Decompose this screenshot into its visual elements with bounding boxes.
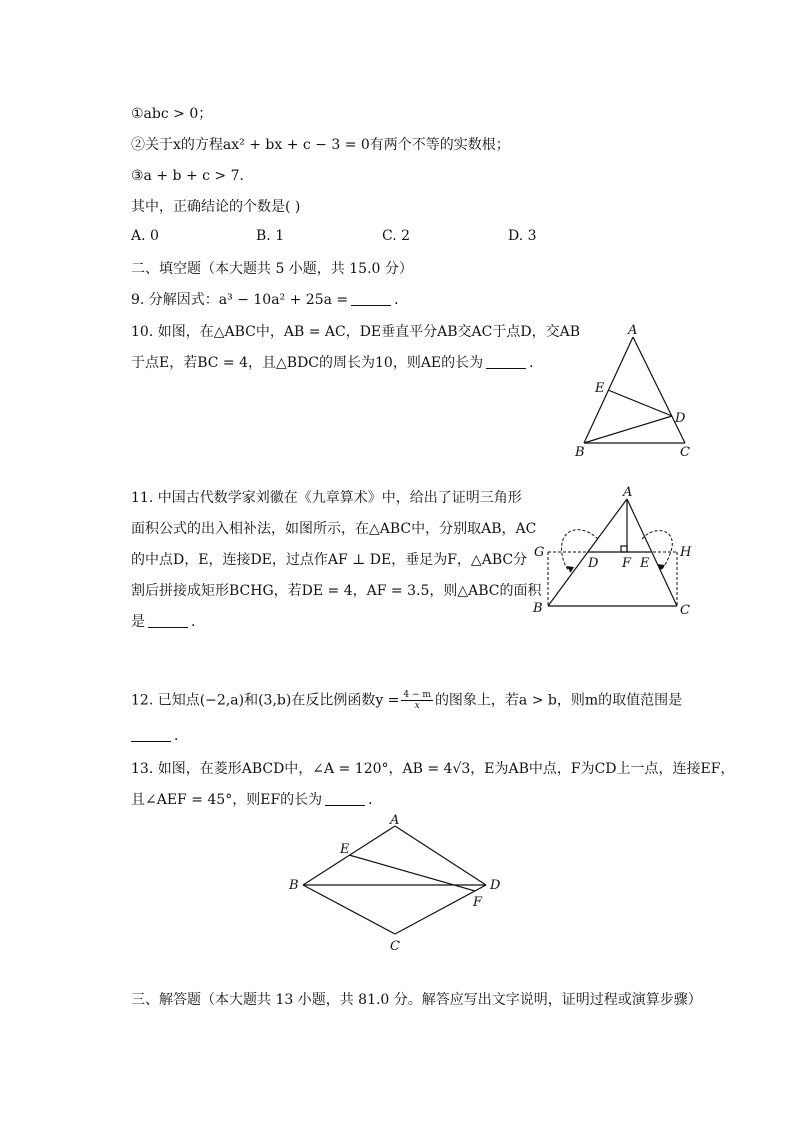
label-a: A [390,813,400,828]
side-bc [303,885,395,934]
label-b: B [533,601,543,616]
question-11-line-5: 是 ． [131,614,205,630]
label-h: H [680,545,692,560]
answer-blank [131,727,171,742]
rhombus-abcd-figure [285,810,515,955]
answer-blank [148,613,188,628]
answer-blank [486,354,526,369]
question-13-line-2: 且∠AEF = 45°，则EF的长为 ． [131,792,383,808]
question-11-line-1: 11. 中国古代数学家刘徽在《九章算术》中，给出了证明三角形 [131,490,522,506]
option-b: B. 1 [256,228,285,244]
question-10-line-2: 于点E，若BC = 4，且△BDC的周长为10，则AE的长为 ． [131,355,544,371]
option-c: C. 2 [382,228,411,244]
question-11-line-4: 割后拼接成矩形BCHG，若DE = 4，AF = 3.5，则△ABC的面积 [131,583,542,599]
question-11-line-2: 面积公式的出入相补法，如图所示，在△ABC中，分别取AB，AC [131,521,537,537]
section-2-heading: 二、填空题（本大题共 5 小题，共 15.0 分） [131,261,413,277]
question-12-line-2: ． [131,726,188,746]
triangle-abc-figure [570,320,710,465]
side-ac [633,337,685,443]
rectangle-bchg-figure [530,484,700,619]
question-10-line-1: 10. 如图，在△ABC中，AB = AC，DE垂直平分AB交AC于点D，交AB [131,324,580,340]
label-f: F [473,895,483,910]
fraction: $\frac{4 - m}{x}$ [403,690,431,711]
label-e: E [595,381,605,396]
label-b: B [575,445,585,460]
conclusion-2: ②关于x的方程ax² + bx + c − 3 = 0有两个不等的实数根； [131,137,510,153]
conclusion-1: ①abc > 0； [131,106,213,122]
option-d: D. 3 [508,228,537,244]
question-13-line-1: 13. 如图，在菱形ABCD中，∠A = 120°，AB = 4√3，E为AB中点，F为CD上一点，连接EF， [131,761,735,777]
section-3-heading: 三、解答题（本大题共 13 小题，共 81.0 分。解答应写出文字说明，证明过程或演算步骤） [131,992,702,1008]
label-f: F [622,556,632,571]
segment-bd [584,416,672,443]
answer-blank [351,291,391,306]
option-a: A. 0 [131,228,159,244]
label-e: E [640,556,650,571]
side-ad [395,826,486,885]
label-d: D [675,411,686,426]
label-d: D [490,878,501,893]
question-11-line-3: 的中点D，E，连接DE，过点作AF ⊥ DE，垂足为F，△ABC分 [131,552,528,568]
segment-ed [608,390,672,416]
label-c: C [680,603,690,618]
label-b: B [289,878,299,893]
label-d: D [588,556,599,571]
label-g: G [534,545,545,560]
answer-blank [325,791,365,806]
question-prompt: 其中，正确结论的个数是( ) [131,199,301,215]
label-c: C [390,939,400,954]
label-a: A [628,323,638,338]
label-c: C [680,445,690,460]
right-angle-mark [621,546,627,552]
question-12-line-1: 12. 已知点(−2,a)和(3,b)在反比例函数y = $\frac{4 - m}{x}$ 的图象上，若a > b，则m的取值范围是 [131,690,683,711]
label-e: E [340,842,350,857]
conclusion-3: ③a + b + c > 7． [131,168,254,184]
question-9: 9. 分解因式：a³ − 10a² + 25a = ． [131,292,409,308]
label-a: A [623,485,633,500]
